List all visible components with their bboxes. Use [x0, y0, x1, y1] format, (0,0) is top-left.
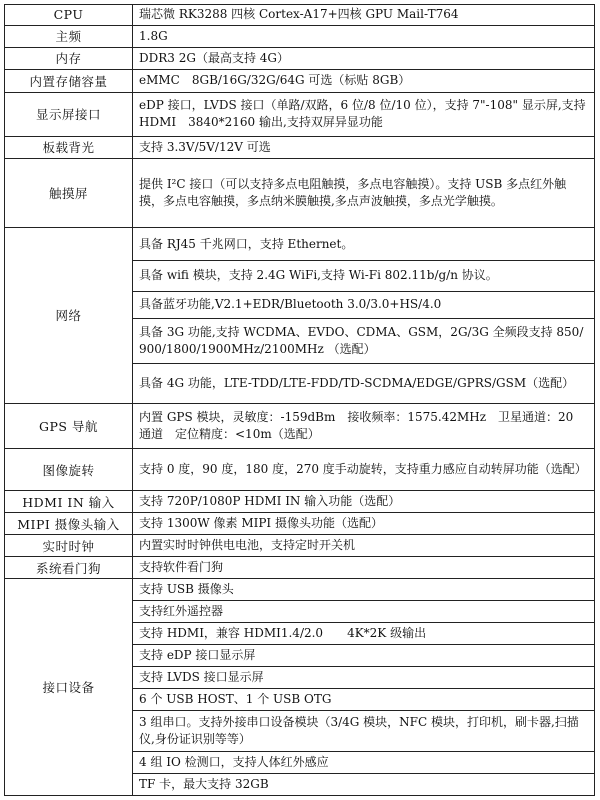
spec-label: 系统看门狗: [5, 557, 133, 579]
spec-value: 具备 3G 功能,支持 WCDMA、EVDO、CDMA、GSM，2G/3G 全频段支持 850/900/1800/1900MHz/2100MHz （选配）: [133, 318, 595, 363]
spec-value: 支持软件看门狗: [133, 557, 595, 579]
spec-row: [5, 491, 595, 513]
spec-value: 具备 RJ45 千兆网口，支持 Ethernet。: [133, 227, 595, 260]
spec-row: [5, 513, 595, 535]
spec-row: [5, 158, 595, 227]
spec-row: [5, 227, 595, 260]
spec-value: 1.8G: [133, 25, 595, 47]
spec-value: 支持 0 度，90 度，180 度，270 度手动旋转，支持重力感应自动转屏功能（选配）: [133, 448, 595, 491]
spec-value: eMMC 8GB/16G/32G/64G 可选（标贴 8GB）: [133, 69, 595, 92]
spec-label: 显示屏接口: [5, 92, 133, 136]
spec-row: [5, 92, 595, 136]
spec-value: 支持 720P/1080P HDMI IN 输入功能（选配）: [133, 491, 595, 513]
spec-label: 内存: [5, 47, 133, 69]
spec-row: [5, 448, 595, 491]
spec-value: 内置 GPS 模块，灵敏度：-159dBm 接收频率：1575.42MHz 卫星通道：20 通道 定位精度：<10m（选配）: [133, 403, 595, 448]
spec-table-body: [5, 5, 595, 796]
spec-value: 支持 LVDS 接口显示屏: [133, 667, 595, 689]
spec-value: 具备 wifi 模块，支持 2.4G WiFi,支持 Wi-Fi 802.11b/g/n 协议。: [133, 261, 595, 291]
spec-value: 瑞芯微 RK3288 四核 Cortex-A17+四核 GPU Mail-T764: [133, 5, 595, 26]
spec-value: eDP 接口，LVDS 接口（单路/双路，6 位/8 位/10 位），支持 7"-108" 显示屏,支持 HDMI 3840*2160 输出,支持双屏异显功能: [133, 92, 595, 136]
spec-value: 支持 USB 摄像头: [133, 579, 595, 601]
spec-row: [5, 47, 595, 69]
spec-value: 支持 eDP 接口显示屏: [133, 645, 595, 667]
spec-sheet: [4, 4, 595, 796]
spec-row: [5, 25, 595, 47]
spec-value: 内置实时时钟供电电池，支持定时开关机: [133, 535, 595, 557]
spec-value: 具备蓝牙功能,V2.1+EDR/Bluetooth 3.0/3.0+HS/4.0: [133, 291, 595, 318]
spec-label: 触摸屏: [5, 158, 133, 227]
spec-label: HDMI IN 输入: [5, 491, 133, 513]
spec-value: DDR3 2G（最高支持 4G）: [133, 47, 595, 69]
spec-label: 网络: [5, 227, 133, 403]
spec-value: 提供 I²C 接口（可以支持多点电阻触摸，多点电容触摸）。支持 USB 多点红外触摸，多点电容触摸，多点纳米膜触摸,多点声波触摸，多点光学触摸。: [133, 158, 595, 227]
spec-value: 支持 3.3V/5V/12V 可选: [133, 136, 595, 158]
spec-row: [5, 5, 595, 26]
spec-value: TF 卡，最大支持 32GB: [133, 773, 595, 795]
spec-value: 支持红外遥控器: [133, 601, 595, 623]
spec-row: [5, 535, 595, 557]
spec-label: 实时时钟: [5, 535, 133, 557]
spec-label: 内置存储容量: [5, 69, 133, 92]
spec-value: 4 组 IO 检测口，支持人体红外感应: [133, 751, 595, 773]
spec-row: [5, 69, 595, 92]
spec-value: 支持 HDMI，兼容 HDMI1.4/2.0 4K*2K 级输出: [133, 623, 595, 645]
spec-row: [5, 403, 595, 448]
spec-label: GPS 导航: [5, 403, 133, 448]
spec-table: [4, 4, 595, 796]
spec-label: MIPI 摄像头输入: [5, 513, 133, 535]
spec-value: 具备 4G 功能，LTE-TDD/LTE-FDD/TD-SCDMA/EDGE/GPRS/GSM（选配）: [133, 363, 595, 403]
spec-label: 主频: [5, 25, 133, 47]
spec-label: CPU: [5, 5, 133, 26]
spec-value: 支持 1300W 像素 MIPI 摄像头功能（选配）: [133, 513, 595, 535]
spec-row: [5, 579, 595, 601]
spec-label: 图像旋转: [5, 448, 133, 491]
spec-label: 板载背光: [5, 136, 133, 158]
spec-value: 6 个 USB HOST、1 个 USB OTG: [133, 689, 595, 711]
spec-row: [5, 136, 595, 158]
spec-label: 接口设备: [5, 579, 133, 796]
spec-row: [5, 557, 595, 579]
spec-value: 3 组串口。支持外接串口设备模块（3/4G 模块，NFC 模块，打印机，刷卡器,扫描仪,身份证识别等等）: [133, 711, 595, 752]
